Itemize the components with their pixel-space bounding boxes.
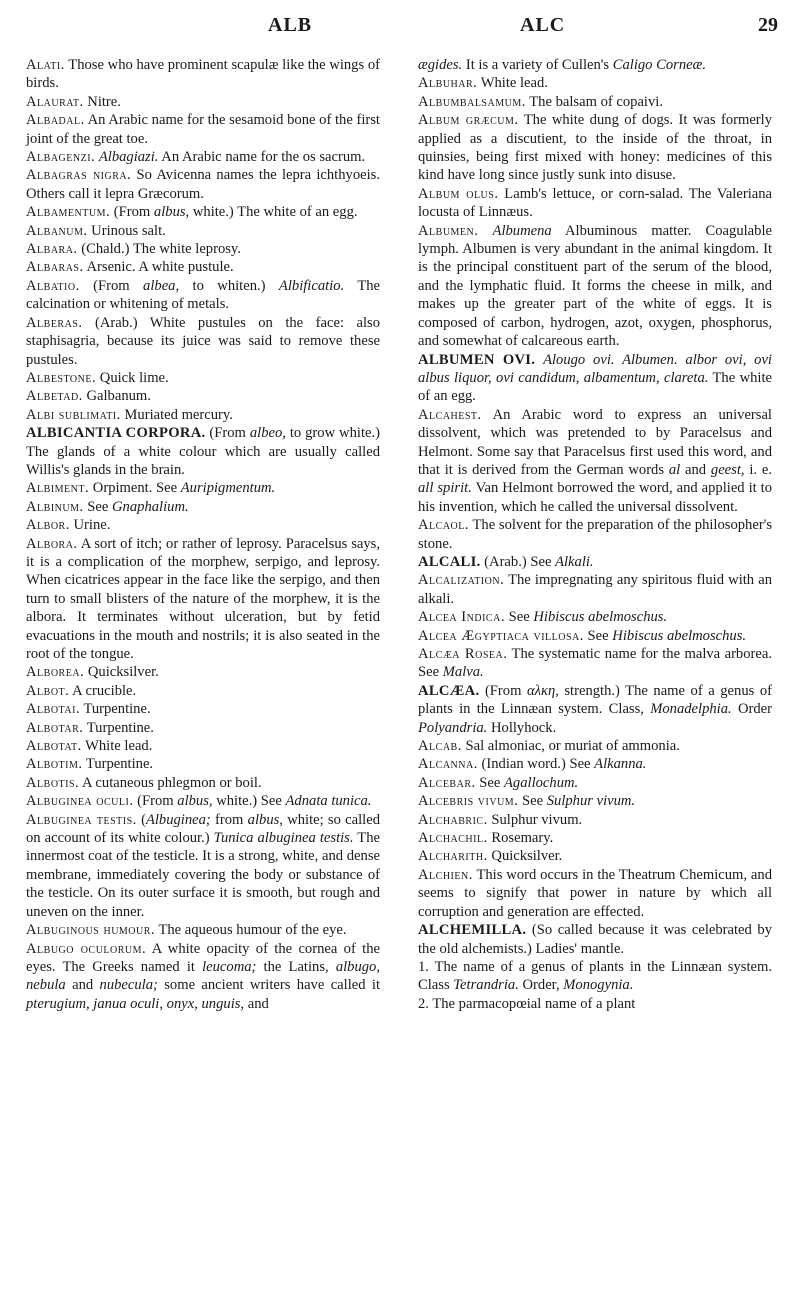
entry-text: It is a variety of Cullen's bbox=[462, 57, 613, 73]
dictionary-entry bbox=[418, 755, 772, 773]
entry-text: An Arabic name for the sesamoid bone of the first joint of the great toe. bbox=[26, 112, 380, 147]
dictionary-entry bbox=[418, 774, 772, 792]
entry-text: Hollyhock. bbox=[487, 719, 557, 736]
entry-headword: ALCÆA. bbox=[418, 682, 480, 699]
entry-italic-text: Albumena bbox=[492, 222, 552, 239]
dictionary-entry bbox=[418, 627, 772, 645]
entry-headword: Albora. bbox=[26, 535, 78, 552]
entry-headword: Albagras nigra. bbox=[26, 167, 132, 184]
dictionary-entry bbox=[26, 387, 380, 405]
entry-headword: Albanum. bbox=[26, 222, 88, 239]
entry-headword: ALCALI. bbox=[418, 553, 481, 570]
entry-text: 1. The name of a genus of plants in the Linnæan system. Class bbox=[418, 958, 772, 994]
entry-text: Turpentine. bbox=[80, 701, 151, 718]
entry-text: Urinous salt. bbox=[87, 222, 166, 239]
entry-italic-text: Alkanna. bbox=[594, 756, 647, 773]
dictionary-entry bbox=[26, 166, 380, 203]
entry-italic-text: albus, bbox=[247, 811, 283, 828]
entry-italic-text: Agallochum. bbox=[504, 774, 579, 791]
entry-text: Arsenic. A white pustule. bbox=[83, 259, 234, 276]
entry-headword: Albumbalsamum. bbox=[418, 93, 526, 110]
dictionary-entry bbox=[26, 921, 380, 939]
entry-italic-text: Monadelphia. bbox=[650, 701, 732, 718]
entry-italic-text: Alkali. bbox=[555, 553, 594, 570]
dictionary-entry bbox=[26, 479, 380, 497]
entry-text: and bbox=[244, 995, 269, 1012]
entry-text: An Arabic word to express an universal dissolvent, which was pretended to by Paracelsus and Helmont. Some say that Paracelsus first used this word, and that it is derived from the German words bbox=[418, 406, 772, 478]
entry-italic-text: Sulphur vivum. bbox=[546, 793, 636, 810]
entry-headword: Alcaol. bbox=[418, 517, 470, 534]
entry-text: (Chald.) The white leprosy. bbox=[77, 241, 241, 258]
entry-text: The impregnating any spiritous fluid with an alkali. bbox=[418, 572, 772, 607]
entry-italic-text: Albificatio. bbox=[278, 277, 345, 294]
entry-text: some ancient writers have called it bbox=[157, 977, 380, 994]
dictionary-entry bbox=[418, 737, 772, 755]
entry-text: Order, bbox=[518, 977, 564, 994]
entry-headword: Alcebar. bbox=[418, 774, 476, 791]
header-left-guide: ALB bbox=[268, 14, 313, 36]
dictionary-entry bbox=[418, 111, 772, 185]
entry-text: 2. The parmacopœial name of a plant bbox=[418, 995, 636, 1012]
dictionary-entry bbox=[418, 351, 772, 406]
entry-text: Urine. bbox=[69, 517, 111, 534]
entry-italic-text: pterugium, janua oculi, onyx, unguis, bbox=[26, 995, 245, 1012]
entry-headword: Alcalization. bbox=[418, 572, 505, 589]
entry-headword: Albaras. bbox=[26, 259, 84, 276]
entry-headword: Alaurat. bbox=[26, 93, 84, 110]
entry-text: Galbanum. bbox=[82, 388, 151, 405]
entry-headword: Albamentum. bbox=[26, 204, 111, 221]
entry-text: and bbox=[65, 977, 100, 994]
entry-headword: Albi sublimati. bbox=[26, 406, 121, 423]
dictionary-entry bbox=[418, 682, 772, 737]
entry-text: the Latins, bbox=[256, 958, 336, 975]
entry-headword: Alcebris vivum. bbox=[418, 793, 519, 810]
dictionary-entry bbox=[418, 829, 772, 847]
entry-headword: Alchien. bbox=[418, 866, 473, 883]
entry-italic-text: Adnata tunica. bbox=[285, 793, 372, 810]
entry-italic-text: geest, bbox=[710, 461, 745, 478]
entry-italic-text: Gnaphalium. bbox=[112, 498, 189, 515]
entry-italic-text: albus, bbox=[153, 204, 190, 221]
dictionary-entry bbox=[26, 737, 380, 755]
dictionary-entry bbox=[26, 535, 380, 664]
dictionary-entry bbox=[26, 148, 380, 166]
dictionary-entry bbox=[26, 792, 380, 810]
dictionary-entry bbox=[26, 277, 380, 314]
dictionary-entry bbox=[26, 222, 380, 240]
dictionary-entry bbox=[418, 958, 772, 995]
entry-text: Lamb's lettuce, or corn-salad. The Valeriana locusta of Linnæus. bbox=[418, 185, 773, 221]
dictionary-entry bbox=[418, 847, 772, 865]
entry-headword: Alcea Indica. bbox=[418, 609, 505, 626]
entry-text: The white dung of dogs. It was formerly applied as a discutient, to the inside of the throat, in quinsies, being first mixed with honey: medicines of this kind have long since justly sunk into disuse. bbox=[418, 112, 773, 184]
entry-headword: Albotim. bbox=[26, 756, 83, 773]
entry-headword: Albotat. bbox=[26, 738, 82, 755]
entry-headword: Alchabric. bbox=[418, 811, 488, 828]
entry-italic-text: Auripigmentum. bbox=[180, 480, 276, 497]
dictionary-entry bbox=[26, 682, 380, 700]
dictionary-entry bbox=[26, 700, 380, 718]
right-column bbox=[418, 56, 772, 1013]
entry-text: Turpentine. bbox=[82, 756, 154, 773]
left-column bbox=[26, 56, 380, 1013]
entry-text: The innermost coat of the testicle. It is a strong, white, and dense membrane, immediately covering the body or substance of the testicle. On its outer surface it is smooth, but rough and uneven on the inner. bbox=[26, 830, 380, 920]
dictionary-entry bbox=[418, 406, 772, 516]
entry-text: white.) The white of an egg. bbox=[189, 204, 358, 221]
entry-text: The aqueous humour of the eye. bbox=[155, 922, 347, 939]
entry-text bbox=[478, 223, 492, 239]
dictionary-entry bbox=[26, 406, 380, 424]
entry-headword: ALBICANTIA CORPORA. bbox=[26, 425, 206, 442]
entry-text: Those who have prominent scapulæ like the wings of birds. bbox=[26, 57, 380, 92]
dictionary-entry bbox=[418, 792, 772, 810]
entry-text bbox=[535, 352, 543, 368]
entry-text: Albuminous matter. Coagulable lymph. Albumen is very abundant in the animal kingdom. It is the principal constituent part of the serum of the blood, and the lymphatic fluid. It forms the cheese in milk, and makes up the greater part of the white of eggs. It is composed of carbon, hydrogen, azot, oxygen, phosphorus, and somewhat of calcareous earth. bbox=[418, 222, 772, 350]
entry-headword: Alcæa Rosea. bbox=[418, 646, 508, 662]
entry-headword: Albotis. bbox=[26, 774, 80, 791]
entry-text: Muriated mercury. bbox=[120, 406, 233, 423]
entry-italic-text: albugo, nebula bbox=[26, 958, 380, 994]
entry-headword: Albuginea testis. bbox=[26, 811, 137, 828]
entry-text: See bbox=[504, 609, 534, 626]
entry-headword: Alberas. bbox=[26, 314, 83, 331]
entry-headword: Alcea Ægyptiaca villosa. bbox=[418, 627, 584, 644]
dictionary-entry bbox=[26, 498, 380, 516]
dictionary-entry bbox=[418, 608, 772, 626]
entry-text: white.) See bbox=[212, 793, 286, 810]
entry-italic-text: Tetrandria. bbox=[453, 977, 519, 994]
entry-headword: Albuginea oculi. bbox=[26, 793, 134, 810]
entry-italic-text: albeo, bbox=[249, 425, 286, 442]
entry-italic-text: albea, bbox=[143, 277, 180, 294]
entry-italic-text: albus, bbox=[177, 793, 213, 810]
dictionary-entry bbox=[418, 516, 772, 553]
entry-headword: Albor. bbox=[26, 517, 70, 534]
entry-text: (Arab.) See bbox=[480, 553, 556, 570]
header-right-guide: ALC bbox=[520, 14, 566, 36]
entry-italic-text: Hibiscus abelmoschus. bbox=[533, 609, 668, 626]
dictionary-entry bbox=[26, 663, 380, 681]
entry-headword: Albadal. bbox=[26, 112, 85, 129]
entry-headword: Albiment. bbox=[26, 480, 90, 497]
entry-italic-text: Tunica albuginea testis. bbox=[213, 830, 354, 847]
entry-headword: Albetad. bbox=[26, 388, 83, 405]
entry-text: (From bbox=[133, 793, 178, 810]
entry-text: Van Helmont borrowed the word, and applied it to his invention, which he called the universal dissolvent. bbox=[418, 480, 773, 515]
dictionary-entry bbox=[26, 258, 380, 276]
entry-headword: Albot. bbox=[26, 682, 70, 699]
dictionary-entry bbox=[26, 93, 380, 111]
dictionary-entry bbox=[418, 866, 772, 921]
dictionary-entry bbox=[26, 203, 380, 221]
dictionary-entry bbox=[418, 921, 772, 958]
dictionary-entry bbox=[418, 571, 772, 608]
entry-text: So Avicenna names the lepra ichthyoeis. Others call it lepra Græcorum. bbox=[26, 167, 380, 202]
entry-text: White lead. bbox=[477, 75, 548, 92]
entry-text: See bbox=[83, 498, 113, 515]
entry-headword: Album græcum. bbox=[418, 112, 519, 129]
entry-text: (Arab.) White pustules on the face: also staphisagria, because its juice was said to remove these pustules. bbox=[26, 314, 380, 368]
entry-headword: Albagenzi. bbox=[26, 149, 96, 166]
dictionary-entry bbox=[26, 774, 380, 792]
entry-headword: Albestone. bbox=[26, 369, 97, 386]
entry-text: (From bbox=[479, 682, 527, 699]
dictionary-entry bbox=[26, 240, 380, 258]
entry-text: ( bbox=[136, 811, 146, 828]
entry-italic-text: Albagiazi. bbox=[98, 149, 159, 166]
entry-text: White lead. bbox=[81, 738, 153, 755]
dictionary-entry bbox=[418, 56, 772, 74]
entry-text: The balsam of copaivi. bbox=[525, 93, 663, 110]
entry-headword: Alchachil. bbox=[418, 830, 488, 847]
entry-text: Turpentine. bbox=[83, 719, 154, 736]
dictionary-entry bbox=[26, 314, 380, 369]
entry-text: The white of an egg. bbox=[418, 369, 772, 405]
dictionary-entry bbox=[26, 424, 380, 479]
entry-headword: Alcanna. bbox=[418, 756, 478, 773]
entry-italic-text: Hibiscus abelmoschus. bbox=[612, 627, 747, 644]
entry-text: (From bbox=[110, 204, 154, 221]
dictionary-entry bbox=[26, 369, 380, 387]
entry-headword: Album olus. bbox=[418, 185, 499, 202]
entry-text: The calcination or whitening of metals. bbox=[26, 277, 381, 313]
entry-italic-text: Albuginea; bbox=[145, 811, 211, 828]
entry-italic-text: ægides. bbox=[418, 57, 463, 73]
entry-text: Nitre. bbox=[83, 93, 121, 110]
entry-italic-text: Polyandria. bbox=[418, 719, 488, 736]
entry-text: This word occurs in the Theatrum Chemicum, and seems to signify that power in nature by which all corruption and generation are effected. bbox=[418, 866, 772, 920]
entry-headword: Alcharith. bbox=[418, 848, 488, 865]
entry-text: to grow white.) The glands of a white colour which are usually called Willis's glands in the brain. bbox=[26, 425, 380, 478]
entry-text: (Indian word.) See bbox=[477, 756, 595, 773]
entry-italic-text: Alougo ovi. Albumen. albor ovi, ovi albus liquor, ovi candidum, albamentum, clareta. bbox=[418, 351, 772, 386]
entry-text: A cutaneous phlegmon or boil. bbox=[79, 774, 262, 791]
entry-headword: ALCHEMILLA. bbox=[418, 922, 527, 939]
entry-text: white; so called on account of its white colour.) bbox=[26, 811, 380, 847]
dictionary-entry bbox=[418, 222, 772, 351]
entry-headword: Albugo oculorum. bbox=[26, 940, 147, 957]
dictionary-entry bbox=[418, 74, 772, 92]
entry-text: Sulphur vivum. bbox=[487, 811, 583, 828]
entry-text: Rosemary. bbox=[487, 830, 554, 847]
entry-text: Quick lime. bbox=[96, 369, 169, 386]
entry-italic-text: Malva. bbox=[442, 664, 484, 681]
entry-italic-text: all spirit. bbox=[418, 480, 472, 497]
entry-headword: Alborea. bbox=[26, 664, 85, 681]
dictionary-entry bbox=[26, 516, 380, 534]
dictionary-entry bbox=[418, 553, 772, 571]
entry-headword: Albuginous humour. bbox=[26, 922, 156, 939]
dictionary-entry bbox=[26, 56, 380, 93]
dictionary-entry bbox=[26, 755, 380, 773]
dictionary-entry bbox=[418, 995, 772, 1013]
entry-text: Sal almoniac, or muriat of ammonia. bbox=[461, 738, 680, 755]
entry-headword: Alcab. bbox=[418, 738, 462, 755]
entry-headword: ALBUMEN OVI. bbox=[418, 351, 536, 368]
entry-text: The solvent for the preparation of the philosopher's stone. bbox=[418, 517, 772, 552]
entry-headword: Albinum. bbox=[26, 498, 84, 515]
entry-headword: Albara. bbox=[26, 241, 78, 258]
entry-text: Quicksilver. bbox=[84, 664, 159, 681]
dictionary-entry bbox=[26, 719, 380, 737]
dictionary-entry bbox=[418, 811, 772, 829]
entry-headword: Alati. bbox=[26, 57, 65, 73]
entry-text: Order bbox=[731, 701, 772, 718]
running-header bbox=[22, 12, 778, 40]
entry-italic-text: al bbox=[668, 461, 681, 478]
dictionary-entry bbox=[418, 93, 772, 111]
dictionary-entry bbox=[418, 645, 772, 682]
entry-text: A crucible. bbox=[69, 682, 137, 699]
entry-headword: Albatio. bbox=[26, 277, 80, 294]
entry-text: Orpiment. See bbox=[89, 480, 181, 497]
entry-text: and bbox=[680, 461, 711, 478]
entry-text: (So called because it was celebrated by the old alchemists.) Ladies' mantle. bbox=[418, 922, 772, 957]
entry-headword: Albotar. bbox=[26, 719, 84, 736]
dictionary-entry bbox=[26, 111, 380, 148]
dictionary-entry bbox=[26, 940, 380, 1014]
entry-text: See bbox=[475, 774, 505, 791]
entry-headword: Alcahest. bbox=[418, 406, 482, 423]
entry-headword: Albumen. bbox=[418, 222, 479, 239]
entry-text: to whiten.) bbox=[179, 277, 279, 294]
entry-italic-text: leucoma; bbox=[202, 958, 257, 975]
entry-headword: Albuhar. bbox=[418, 75, 478, 92]
entry-headword: Albotai. bbox=[26, 701, 81, 718]
entry-text: See bbox=[518, 793, 547, 810]
entry-text: from bbox=[210, 811, 248, 828]
entry-text: (From bbox=[79, 277, 144, 294]
entry-text: i. e. bbox=[744, 461, 772, 478]
page-number: 29 bbox=[758, 14, 778, 36]
entry-text: An Arabic name for the os sacrum. bbox=[158, 149, 366, 166]
entry-italic-text: nubecula; bbox=[99, 977, 158, 994]
dictionary-entry bbox=[418, 185, 772, 222]
entry-text: strength.) The name of a genus of plants in the Linnæan system. Class, bbox=[418, 682, 772, 718]
entry-text: See bbox=[583, 627, 613, 644]
entry-italic-text: Monogynia. bbox=[563, 977, 634, 994]
entry-text: (From bbox=[205, 425, 250, 442]
entry-italic-text: Caligo Corneæ. bbox=[612, 57, 706, 73]
entry-text: The systematic name for the malva arborea. See bbox=[418, 646, 772, 681]
entry-text: A white opacity of the cornea of the eyes. The Greeks named it bbox=[26, 940, 380, 975]
entry-italic-text: αλκη, bbox=[526, 682, 559, 699]
dictionary-entry bbox=[26, 811, 380, 921]
entry-text: A sort of itch; or rather of leprosy. Paracelsus says, it is a complication of the morphew, serpigo, and leprosy. When cicatrices appear in the face like the serpigo, and then turn to small blisters of the nature of the morphew, it is the albora. It terminates without ulceration, but by fetid evacuations in the mouth and nostrils; it is also seated in the root of the tongue. bbox=[26, 535, 380, 662]
entry-text: Quicksilver. bbox=[487, 848, 563, 865]
